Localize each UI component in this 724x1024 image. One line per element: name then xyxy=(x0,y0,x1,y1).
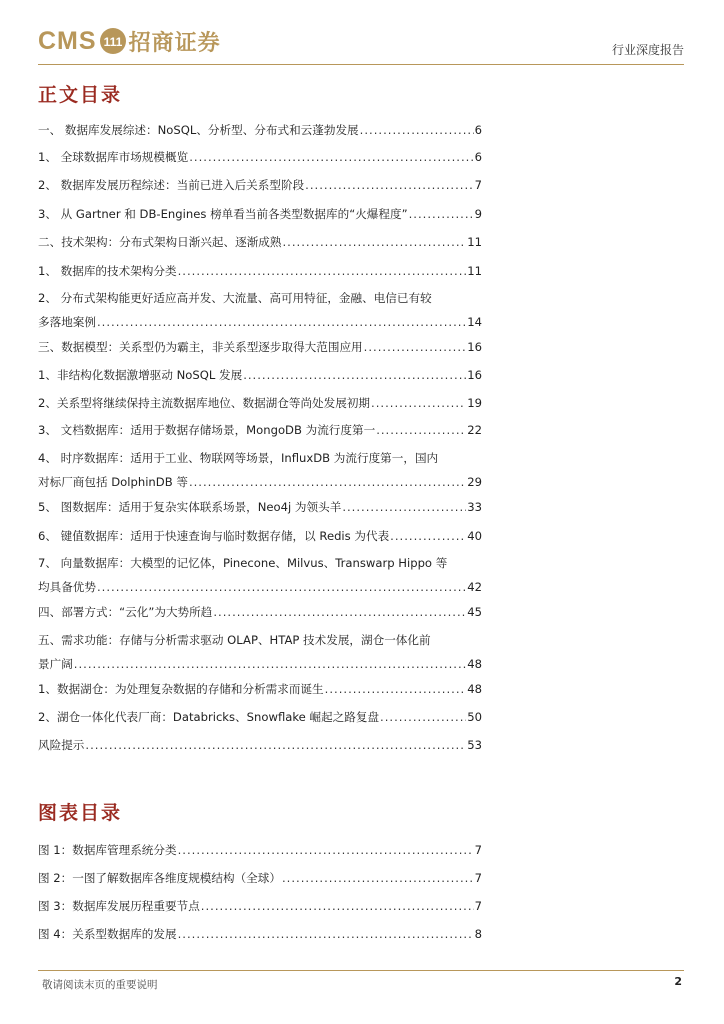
toc-entry[interactable] xyxy=(38,418,482,442)
figure-entry[interactable] xyxy=(38,922,482,946)
figures-toc-title: 图表目录 xyxy=(38,802,123,824)
toc-entry[interactable] xyxy=(38,145,482,169)
figure-entry-page: 7 xyxy=(474,843,482,857)
toc-entry[interactable] xyxy=(38,335,482,359)
toc-entry-text: 2、关系型将继续保持主流数据库地位、数据湖仓等尚处发展初期 xyxy=(38,396,371,410)
dot-leader xyxy=(201,894,474,918)
toc-entry-text-line1: 7、 向量数据库：大模型的记忆体，Pinecone、Milvus、Transwarp Hippo 等 xyxy=(38,556,448,570)
toc-entry-text-line1: 4、 时序数据库：适用于工业、物联网等场景，InfluxDB 为流行度第一，国内 xyxy=(38,451,439,465)
toc-entry-text-line1: 2、 分布式架构能更好适应高并发、大流量、高可用特征，金融、电信已有较 xyxy=(38,291,432,305)
dot-leader xyxy=(178,259,467,283)
figure-entry-page: 8 xyxy=(474,927,482,941)
dot-leader xyxy=(282,230,466,254)
figure-entry-page: 7 xyxy=(474,899,482,913)
dot-leader xyxy=(360,118,474,142)
toc-entry-page: 29 xyxy=(467,475,482,489)
figure-entry-text: 图 3：数据库发展历程重要节点 xyxy=(38,899,200,913)
logo-badge-icon xyxy=(100,28,126,54)
toc-entry-page: 53 xyxy=(467,738,482,752)
toc-entry[interactable] xyxy=(38,733,482,757)
toc-entry-page: 6 xyxy=(474,150,482,164)
dot-leader xyxy=(97,575,466,599)
toc-entry-text: 多落地案例 xyxy=(38,315,96,329)
logo-badge-text: 111 xyxy=(103,35,122,49)
toc-entry[interactable] xyxy=(38,600,482,624)
toc-entry-text: 2、 数据库发展历程综述：当前已进入后关系型阶段 xyxy=(38,178,305,192)
toc-entry-text: 3、 文档数据库：适用于数据存储场景，MongoDB 为流行度第一 xyxy=(38,423,376,437)
toc-entry[interactable] xyxy=(38,118,482,142)
dot-leader xyxy=(390,524,466,548)
toc-entry-page: 48 xyxy=(467,657,482,671)
toc-entry-text: 2、湖仓一体化代表厂商：Databricks、Snowflake 崛起之路复盘 xyxy=(38,710,380,724)
toc-entry-text: 6、 键值数据库：适用于快速查询与临时数据存储，以 Redis 为代表 xyxy=(38,529,390,543)
toc-entry-text: 3、 从 Gartner 和 DB-Engines 榜单看当前各类型数据库的“火爆程度” xyxy=(38,207,408,221)
footer-divider xyxy=(38,970,684,971)
toc-entry-page: 40 xyxy=(467,529,482,543)
dot-leader xyxy=(380,705,466,729)
toc-entry-text: 1、非结构化数据激增驱动 NoSQL 发展 xyxy=(38,368,243,382)
toc-entry-text: 风险提示 xyxy=(38,738,85,752)
company-logo xyxy=(38,24,221,58)
toc-entry[interactable] xyxy=(38,705,482,729)
dot-leader xyxy=(409,202,474,226)
dot-leader xyxy=(325,677,467,701)
toc-entry-text: 5、 图数据库：适用于复杂实体联系场景，Neo4j 为领头羊 xyxy=(38,500,342,514)
logo-text: CMS xyxy=(38,26,97,55)
toc-entry-text: 一、 数据库发展综述：NoSQL、分析型、分布式和云蓬勃发展 xyxy=(38,123,359,137)
toc-entry[interactable] xyxy=(38,259,482,283)
dot-leader xyxy=(189,470,466,494)
dot-leader xyxy=(342,495,466,519)
figure-entry-text: 图 2：一图了解数据库各维度规模结构（全球） xyxy=(38,871,281,885)
toc-entry-text: 均具备优势 xyxy=(38,580,96,594)
toc-entry-page: 48 xyxy=(467,682,482,696)
page-number: 2 xyxy=(674,975,682,988)
toc-entry-page: 19 xyxy=(467,396,482,410)
figure-entry[interactable] xyxy=(38,866,482,890)
page-header xyxy=(0,0,724,70)
dot-leader xyxy=(178,922,474,946)
toc-title: 正文目录 xyxy=(38,84,123,106)
report-type-label: 行业深度报告 xyxy=(611,43,684,57)
toc-entry-page: 45 xyxy=(467,605,482,619)
logo-chinese-name: 招商证券 xyxy=(128,29,221,56)
toc-entry-page: 16 xyxy=(467,340,482,354)
toc-entry-text: 1、数据湖仓：为处理复杂数据的存储和分析需求而诞生 xyxy=(38,682,324,696)
toc-entry[interactable] xyxy=(38,628,482,676)
toc-entry-text: 三、数据模型：关系型仍为霸主，非关系型逐步取得大范围应用 xyxy=(38,340,363,354)
dot-leader xyxy=(364,335,467,359)
toc-entry-text: 1、 全球数据库市场规模概览 xyxy=(38,150,189,164)
toc-entry-text: 二、技术架构：分布式架构日渐兴起、逐渐成熟 xyxy=(38,235,282,249)
dot-leader xyxy=(213,600,466,624)
toc-entry[interactable] xyxy=(38,446,482,494)
toc-entry-page: 16 xyxy=(467,368,482,382)
toc-entry-page: 50 xyxy=(467,710,482,724)
toc-entry-page: 22 xyxy=(467,423,482,437)
toc-entry-text: 景广阔 xyxy=(38,657,73,671)
dot-leader xyxy=(376,418,466,442)
toc-entry[interactable] xyxy=(38,173,482,197)
toc-entry-page: 6 xyxy=(474,123,482,137)
toc-entry[interactable] xyxy=(38,391,482,415)
toc-entry[interactable] xyxy=(38,286,482,334)
dot-leader xyxy=(282,866,474,890)
footer-disclaimer: 敬请阅读末页的重要说明 xyxy=(42,979,158,991)
dot-leader xyxy=(85,733,466,757)
dot-leader xyxy=(74,652,466,676)
toc-entry-text: 四、部署方式：“云化”为大势所趋 xyxy=(38,605,213,619)
dot-leader xyxy=(243,363,466,387)
toc-entry[interactable] xyxy=(38,230,482,254)
dot-leader xyxy=(305,173,473,197)
toc-entry-text-line1: 五、需求功能：存储与分析需求驱动 OLAP、HTAP 技术发展，湖仓一体化前 xyxy=(38,633,431,647)
toc-entry[interactable] xyxy=(38,524,482,548)
dot-leader xyxy=(97,310,466,334)
header-divider xyxy=(38,64,684,65)
toc-entry-page: 33 xyxy=(467,500,482,514)
figure-entry-text: 图 1：数据库管理系统分类 xyxy=(38,843,177,857)
toc-entry[interactable] xyxy=(38,551,482,599)
dot-leader xyxy=(371,391,466,415)
toc-entry-page: 11 xyxy=(467,264,482,278)
toc-entry-page: 9 xyxy=(474,207,482,221)
toc-entry-page: 11 xyxy=(467,235,482,249)
figure-entry-text: 图 4：关系型数据库的发展 xyxy=(38,927,177,941)
toc-entry[interactable] xyxy=(38,677,482,701)
toc-entry-text: 1、 数据库的技术架构分类 xyxy=(38,264,177,278)
toc-entry[interactable] xyxy=(38,363,482,387)
figure-entry-page: 7 xyxy=(474,871,482,885)
toc-entry[interactable] xyxy=(38,495,482,519)
toc-entry-page: 42 xyxy=(467,580,482,594)
figure-entry[interactable] xyxy=(38,838,482,862)
toc-entry-text: 对标厂商包括 DolphinDB 等 xyxy=(38,475,188,489)
dot-leader xyxy=(178,838,474,862)
figure-entry[interactable] xyxy=(38,894,482,918)
toc-entry-page: 14 xyxy=(467,315,482,329)
toc-entry[interactable] xyxy=(38,202,482,226)
dot-leader xyxy=(189,145,473,169)
toc-entry-page: 7 xyxy=(474,178,482,192)
